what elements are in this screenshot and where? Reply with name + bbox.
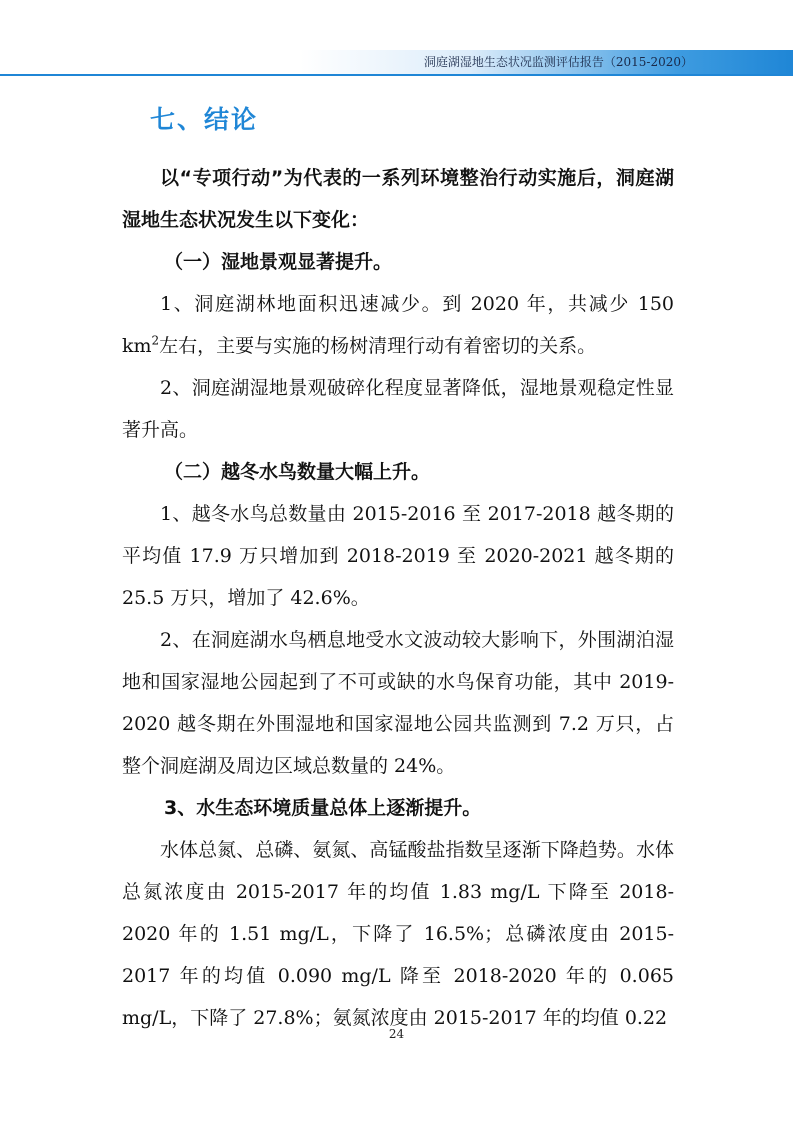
- paragraph-waterbird-increase: 1、越冬水鸟总数量由 2015-2016 至 2017-2018 越冬期的平均值 17.9 万只增加到 2018-2019 至 2020-2021 越冬期的 25.5 万只，增加了 42.6%。: [122, 503, 674, 609]
- section-title: 七、结论: [150, 105, 259, 134]
- paragraph-text: 1、洞庭湖林地面积迅速减少。到 2020 年，共减少 150 km: [122, 293, 674, 357]
- header-divider: [0, 74, 793, 76]
- intro-paragraph: 以“专项行动”为代表的一系列环境整治行动实施后，洞庭湖湿地生态状况发生以下变化：: [122, 167, 674, 231]
- page-number: 24: [388, 1027, 405, 1041]
- subsection-heading: （二）越冬水鸟数量大幅上升。: [164, 461, 431, 483]
- paragraph-landscape-stability: 2、洞庭湖湿地景观破碎化程度显著降低，湿地景观稳定性显著升高。: [122, 377, 674, 441]
- subsection-heading: 3、水生态环境质量总体上逐渐提升。: [164, 797, 482, 819]
- paragraph-water-quality: 水体总氮、总磷、氨氮、高锰酸盐指数呈逐渐下降趋势。水体总氮浓度由 2015-2017 年的均值 1.83 mg/L 下降至 2018-2020 年的 1.51 mg/L，下降了 16.5%；总磷浓度由 2015-2017 年的均值 0.090 mg/L 降至 2018-2020 年的 0.065 mg/L，下降了 27.8%；氨氮浓度由 2015-2017 年的均值 0.22: [122, 839, 674, 1029]
- paragraph-forest-reduction: [122, 283, 674, 367]
- superscript: 2: [151, 333, 160, 348]
- header-title: 洞庭湖湿地生态状况监测评估报告（2015-2020）: [423, 55, 693, 69]
- body-content: [122, 157, 674, 1039]
- paragraph-peripheral-wetlands: 2、在洞庭湖水鸟栖息地受水文波动较大影响下，外围湖泊湿地和国家湿地公园起到了不可或缺的水鸟保育功能，其中 2019-2020 越冬期在外围湿地和国家湿地公园共监测到 7.2 万只，占整个洞庭湖及周边区域总数量的 24%。: [122, 629, 674, 777]
- paragraph-text: 左右，主要与实施的杨树清理行动有着密切的关系。: [159, 335, 597, 357]
- subsection-heading: （一）湿地景观显著提升。: [164, 251, 393, 273]
